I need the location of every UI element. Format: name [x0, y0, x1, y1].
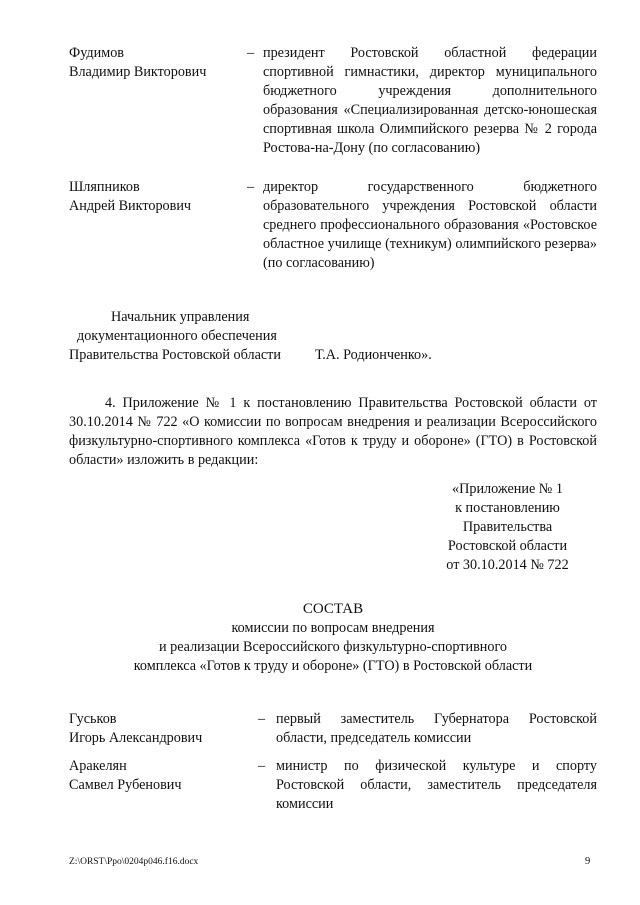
composition-title-block	[69, 600, 597, 676]
appendix-ref-line3: Правительства	[462, 519, 553, 535]
member-entry	[69, 757, 597, 817]
appendix-ref-line1: «Приложение № 1	[452, 481, 563, 497]
member-given-names: Самвел Рубенович	[69, 777, 182, 793]
footer-page-number: 9	[585, 856, 591, 867]
composition-subtitle-line3: комплекса «Готов к труду и обороне» (ГТО) в Ростовской области	[133, 658, 533, 674]
member-name	[69, 710, 244, 748]
appendix-ref-line4: Ростовской области	[447, 538, 568, 554]
appendix-ref-line2: к постановлению	[455, 500, 560, 516]
member-given-names: Игорь Александрович	[69, 730, 203, 746]
member-name	[69, 178, 244, 216]
member-given-names: Владимир Викторович	[69, 64, 207, 80]
member-given-names: Андрей Викторович	[69, 198, 192, 214]
paragraph-4: 4. Приложение № 1 к постановлению Правительства Ростовской области от 30.10.2014 № 722 «О комиссии по вопросам внедрения и реализации Всероссийского физкультурно-спортивного комплекса «Готов к труду и обороне» (ГТО) в Ростовской области» изложить в редакции:	[69, 395, 597, 468]
member-role: первый заместитель Губернатора Ростовской области, председатель комиссии	[276, 711, 597, 746]
composition-subtitle-line2: и реализации Всероссийского физкультурно-спортивного	[158, 639, 508, 655]
member-entry	[69, 710, 597, 750]
signature-position-line1: Начальник управления	[111, 309, 250, 325]
appendix-ref-line5: от 30.10.2014 № 722	[446, 557, 569, 573]
member-role: министр по физической культуре и спорту Ростовской области, заместитель председателя комиссии	[276, 758, 597, 812]
signature-name: Т.А. Родионченко».	[315, 347, 432, 363]
member-name	[69, 757, 244, 795]
composition-title: СОСТАВ	[302, 601, 364, 617]
composition-subtitle-line1: комиссии по вопросам внедрения	[231, 620, 435, 636]
member-entry	[69, 178, 597, 271]
member-role: президент Ростовской областной федерации спортивной гимнастики, директор муниципального бюджетного учреждения дополнительного образования «Специализированная детско-юношеская спортивная школа Олимпийского резерва № 2 города Ростова-на-Дону (по согласованию)	[263, 45, 597, 156]
member-surname: Гуськов	[69, 711, 117, 727]
member-name	[69, 44, 244, 82]
member-surname: Шляпников	[69, 179, 140, 195]
member-surname: Аракелян	[69, 758, 127, 774]
member-role: директор государственного бюджетного образовательного учреждения Ростовской области среднего профессионального образования «Ростовское областное училище (техникум) олимпийского резерва» (по согласованию)	[263, 179, 597, 271]
signature-position-line3: Правительства Ростовской области	[69, 347, 281, 363]
signature-block	[69, 308, 599, 365]
footer-file-path: Z:\ORST\Ppo\0204p046.f16.docx	[69, 857, 199, 867]
signature-position-line2: документационного обеспечения	[77, 328, 277, 344]
member-dash: –	[247, 45, 255, 61]
appendix-reference	[420, 480, 595, 575]
member-dash: –	[247, 179, 255, 195]
member-entry	[69, 44, 597, 169]
member-surname: Фудимов	[69, 45, 124, 61]
member-dash: –	[258, 758, 266, 774]
member-dash: –	[258, 711, 266, 727]
